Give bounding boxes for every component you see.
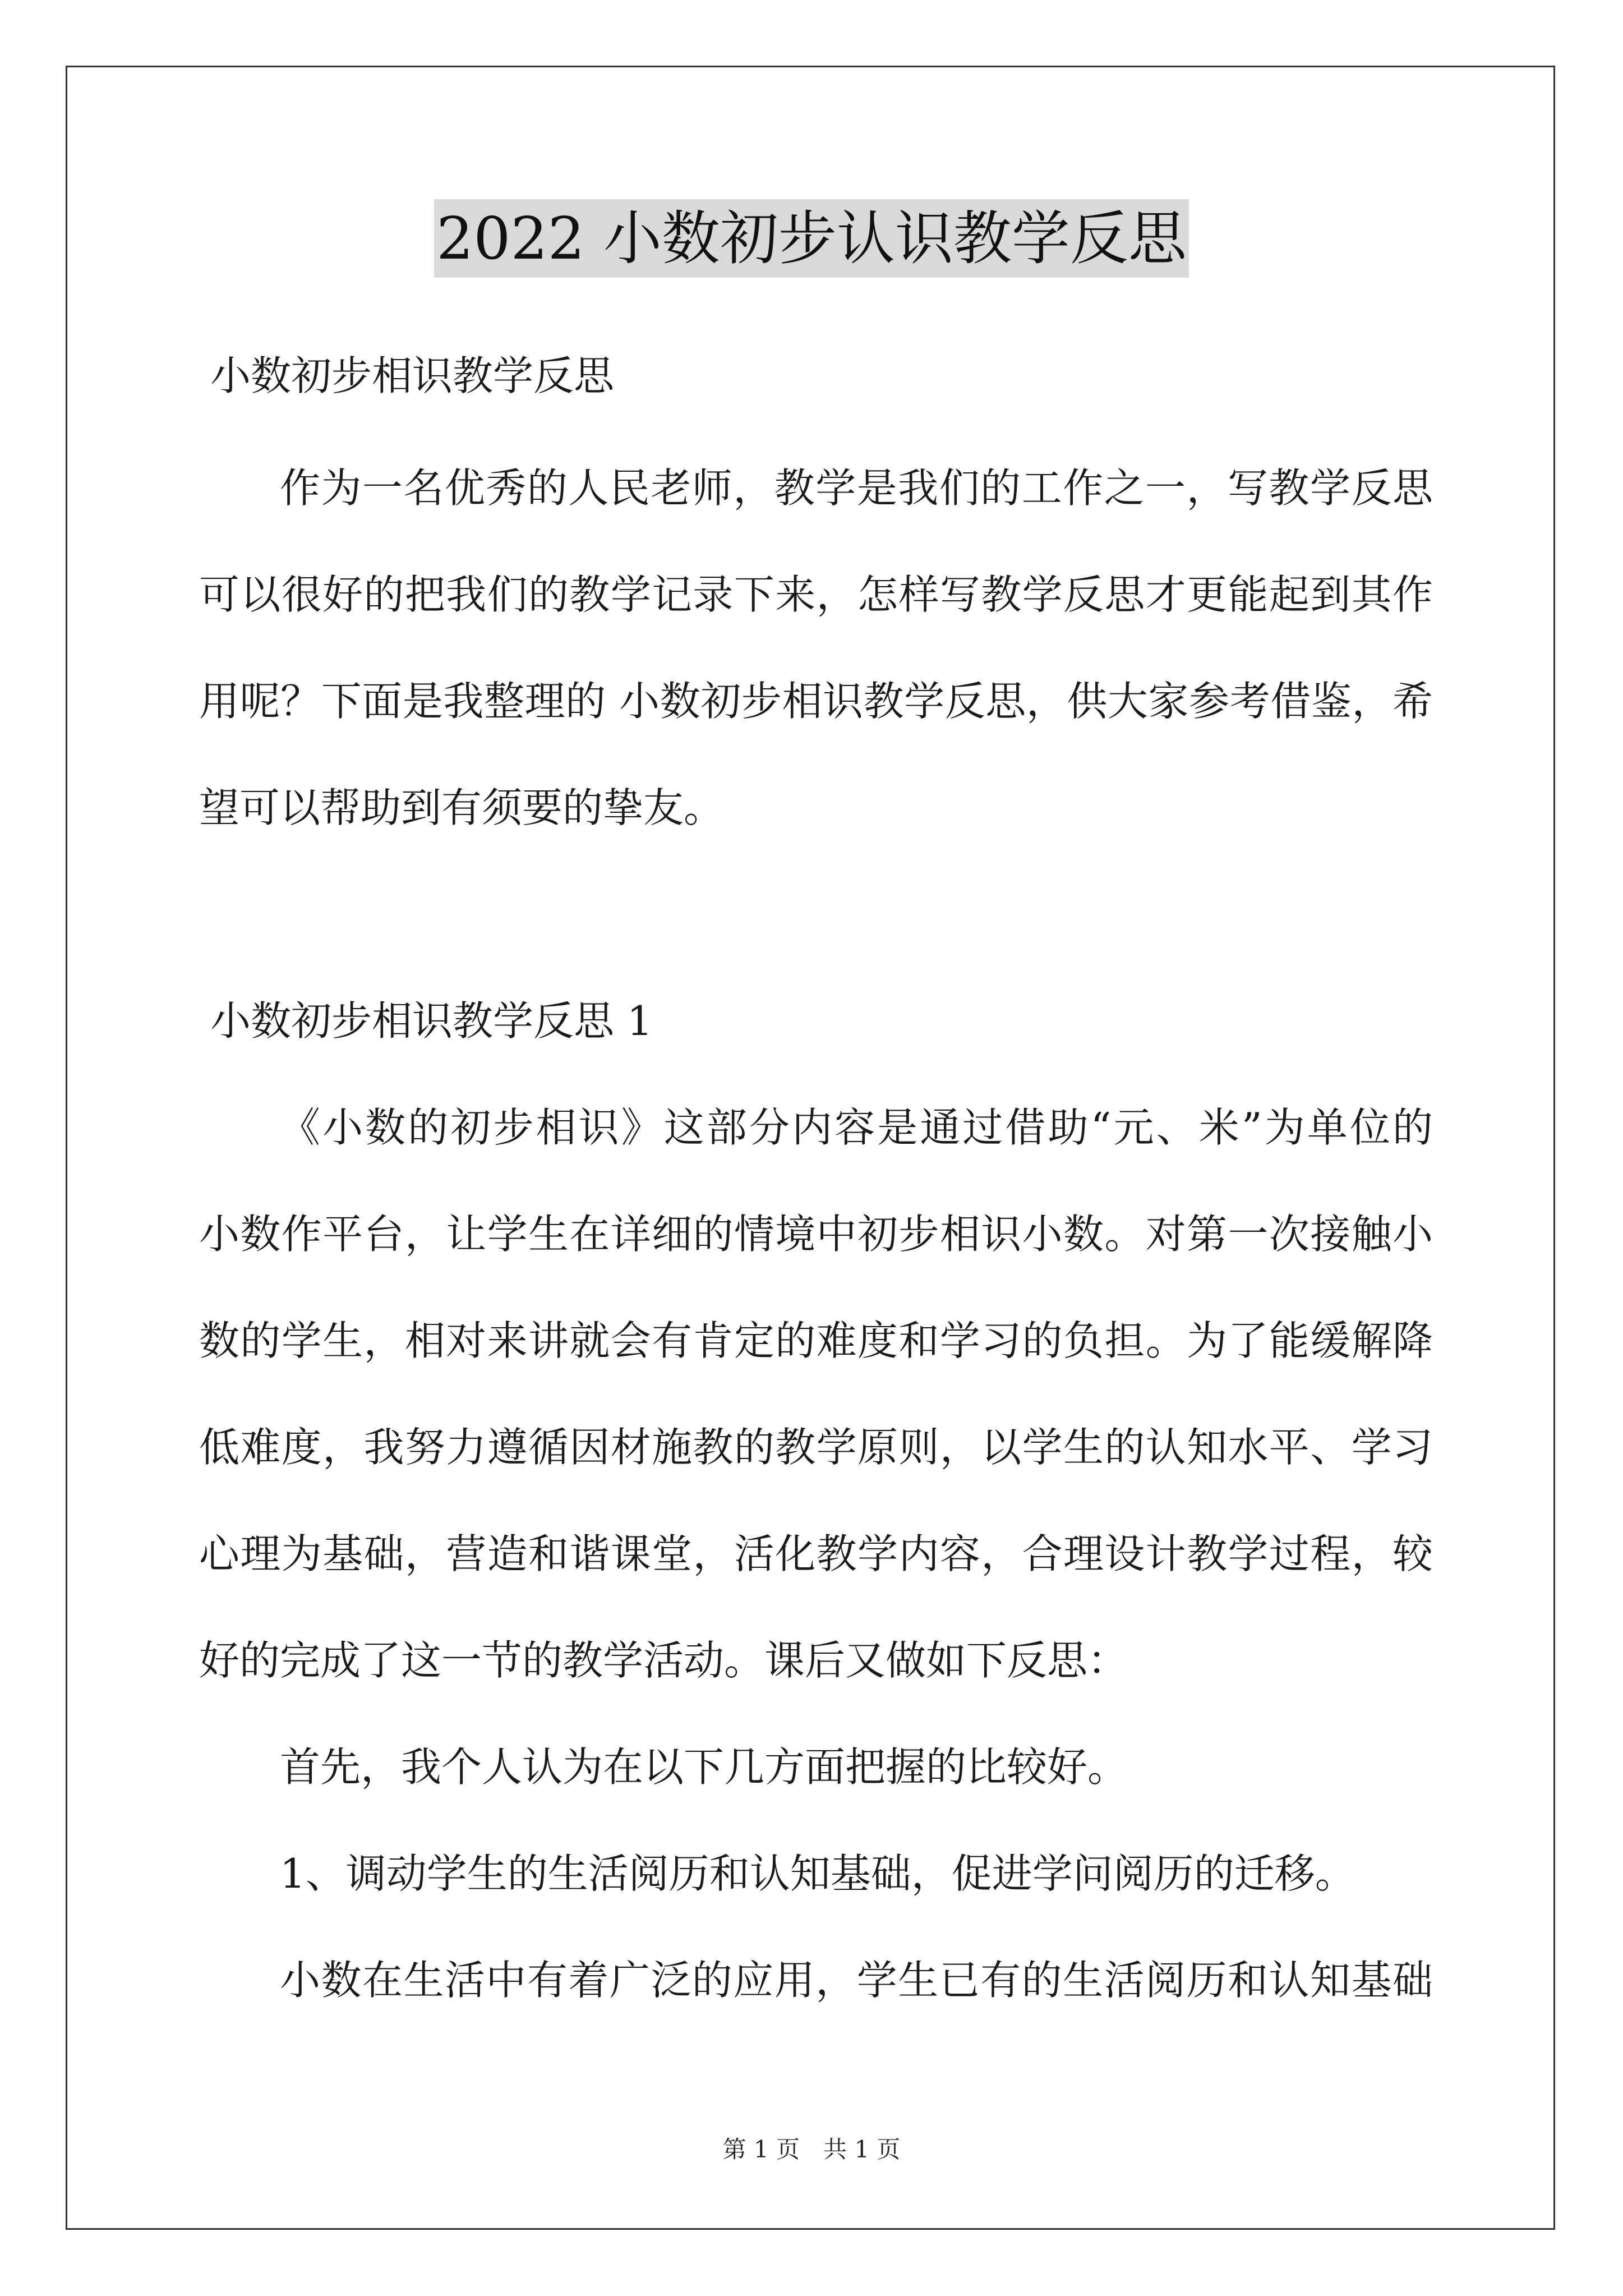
paragraph-line: 用呢？下面是我整理的 小数初步相识教学反思，供大家参考借鉴，希 <box>199 678 1433 725</box>
paragraph-line: 首先，我个人认为在以下几方面把握的比较好。 <box>280 1743 1128 1791</box>
paragraph-line: 1、调动学生的生活阅历和认知基础，促进学问阅历的迁移。 <box>280 1850 1355 1897</box>
paragraph-line: 好的完成了这一节的教学活动。课后又做如下反思： <box>199 1637 1128 1684</box>
paragraph-line: 作为一名优秀的人民老师，教学是我们的工作之一，写教学反思 <box>280 464 1433 512</box>
paragraph-line: 可以很好的把我们的教学记录下来，怎样写教学反思才更能起到其作 <box>199 571 1433 618</box>
section-heading: 小数初步相识教学反思 <box>210 352 615 399</box>
paragraph-line: 心理为基础，营造和谐课堂，活化教学内容，合理设计教学过程，较 <box>199 1530 1433 1577</box>
paragraph-line: 低难度，我努力遵循因材施教的教学原则，以学生的认知水平、学习 <box>199 1424 1433 1471</box>
paragraph-line: 《小数的初步相识》这部分内容是通过借助“元、米”为单位的 <box>280 1104 1433 1151</box>
paragraph-line: 望可以帮助到有须要的挚友。 <box>199 784 725 831</box>
paragraph-line: 小数作平台，让学生在详细的情境中初步相识小数。对第一次接触小 <box>199 1211 1433 1258</box>
document-title: 2022 小数初步认识教学反思 <box>434 199 1189 278</box>
paragraph-line: 小数在生活中有着广泛的应用，学生已有的生活阅历和认知基础 <box>280 1957 1433 2004</box>
section-heading: 小数初步相识教学反思 1 <box>210 997 653 1045</box>
title-container <box>0 199 1623 278</box>
paragraph-line: 数的学生，相对来讲就会有肯定的难度和学习的负担。为了能缓解降 <box>199 1317 1433 1364</box>
page-footer: 第 1 页 共 1 页 <box>722 2136 901 2163</box>
